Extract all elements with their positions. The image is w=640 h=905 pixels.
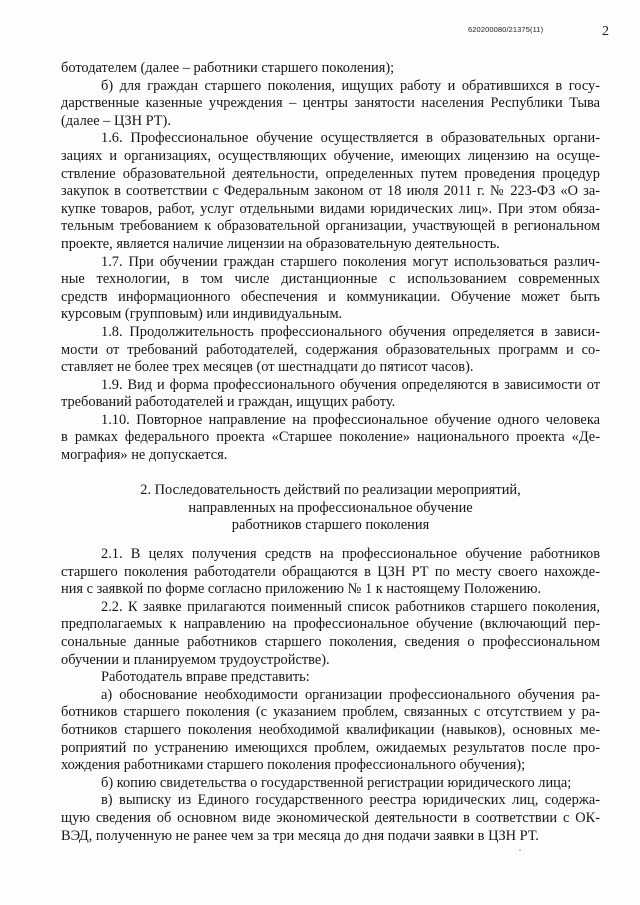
text-line: мости от требований работодателей, содержания образовательных программ и со- (61, 341, 600, 358)
text-line: ния с заявкой по форме согласно приложению № 1 к настоящему Положению. (61, 581, 542, 598)
text-line: 1.6. Профессиональное обучение осуществляется в образовательных органи- (101, 130, 600, 147)
text-line: ВЭД, полученную не ранее чем за три месяца до дня подачи заявки в ЦЗН РТ. (61, 827, 539, 844)
text-line: средств информационного обеспечения и коммуникации. Обучение может быть (61, 288, 600, 305)
section-1-paragraph (61, 377, 600, 412)
heading-line: направленных на профессиональное обучение (188, 499, 473, 516)
text-line: хождения работниками старшего поколения профессионального обучения); (61, 757, 526, 774)
section-2-paragraph (61, 669, 600, 687)
text-line: а) обоснование необходимости организации профессионального обучения ра- (101, 686, 600, 703)
section-1-paragraph (61, 254, 600, 324)
text-line: 2.2. К заявке прилагаются поименный список работников старшего поколения, (101, 598, 600, 615)
text-line: ботников старшего поколения (с указанием проблем, связанных с отсутствием у ра- (61, 704, 600, 721)
text-line: в) выписку из Единого государственного реестра юридических лиц, содержа- (101, 792, 600, 809)
section-2-heading (61, 482, 600, 535)
text-line: ствление образовательной деятельности, определенных путем проведения процедур (61, 165, 600, 182)
text-line: 1.8. Продолжительность профессионального обучения определяется в зависи- (101, 323, 600, 340)
text-line: ботодателем (далее – работники старшего поколения); (61, 60, 395, 76)
text-line: зациях и организациях, осуществляющих обучение, имеющих лицензию на осуще- (61, 147, 600, 164)
text-line: 1.10. Повторное направление на профессиональное обучение одного человека (101, 411, 600, 428)
text-line: проекте, является наличие лицензии на образовательную деятельность. (61, 235, 500, 252)
section-1-paragraph (61, 412, 600, 465)
text-line: 1.7. При обучении граждан старшего поколения могут использоваться различ- (101, 253, 600, 270)
text-line: купке товаров, работ, услуг отдельными видами юридических лиц». При этом обяза- (61, 200, 600, 217)
scan-speck (519, 849, 521, 851)
text-line: требований работодателей и граждан, ищущих работу. (61, 394, 396, 411)
text-line: в рамках федерального проекта «Старшее поколение» национального проекта «Де- (61, 429, 600, 446)
text-line: роприятий по устранению имеющихся проблем, ожидаемых результатов после про- (61, 739, 600, 756)
heading-line: 2. Последовательность действий по реализации мероприятий, (140, 482, 521, 498)
page-number: 2 (602, 24, 609, 39)
text-line: обучении и планируемом трудоустройстве). (61, 651, 330, 668)
text-line: ные технологии, в том числе дистанционные с использованием современных (61, 271, 600, 288)
text-line: ставляет не более трех месяцев (от шестнадцати до пятисот часов). (61, 359, 474, 376)
document-code: 620200080/21375(11) (468, 25, 544, 34)
section-1-paragraph (61, 130, 600, 253)
text-line: старшего поколения работодатели обращаются в ЦЗН РТ по месту своего нахожде- (61, 563, 600, 580)
section-1-paragraph (61, 78, 600, 131)
text-line: щую сведения об основном виде экономической деятельности в соответствии с ОК- (61, 809, 600, 826)
text-line: б) копию свидетельства о государственной регистрации юридического лица; (101, 774, 572, 791)
text-line: 2.1. В целях получения средств на профессиональное обучение работников (101, 546, 600, 562)
text-line: 1.9. Вид и форма профессионального обучения определяются в зависимости от (101, 376, 600, 393)
text-line: закупок в соответствии с Федеральным законом от 18 июля 2011 г. № 223-ФЗ «О за- (61, 183, 600, 200)
section-1-paragraph (61, 324, 600, 377)
text-line: дарственные казенные учреждения – центры занятости населения Республики Тыва (61, 95, 600, 112)
section-1-paragraph (61, 60, 600, 78)
text-line: сональные данные работников старшего поколения, сведения о профессиональном (61, 633, 600, 650)
section-2-paragraph (61, 687, 600, 775)
section-1-body (61, 60, 600, 465)
heading-line: работников старшего поколения (231, 517, 430, 534)
section-2-paragraph (61, 792, 600, 845)
text-line: Работодатель вправе представить: (101, 669, 310, 686)
section-2-body (61, 546, 600, 845)
section-2-paragraph (61, 546, 600, 599)
text-line: мография» не допускается. (61, 447, 228, 464)
text-line: б) для граждан старшего поколения, ищущих работу и обратившихся в госу- (101, 77, 600, 94)
text-line: (далее – ЦЗН РТ). (61, 112, 171, 129)
text-line: тельным требованием к образовательной организации, участвующей в региональном (61, 218, 600, 235)
text-line: ботников старшего поколения необходимой квалификации (навыков), основных ме- (61, 721, 600, 738)
section-2-paragraph (61, 599, 600, 669)
section-2-paragraph (61, 775, 600, 793)
text-line: предполагаемых к направлению на профессиональное обучение (включающий пер- (61, 616, 600, 633)
text-line: курсовым (групповым) или индивидуальным. (61, 306, 343, 323)
